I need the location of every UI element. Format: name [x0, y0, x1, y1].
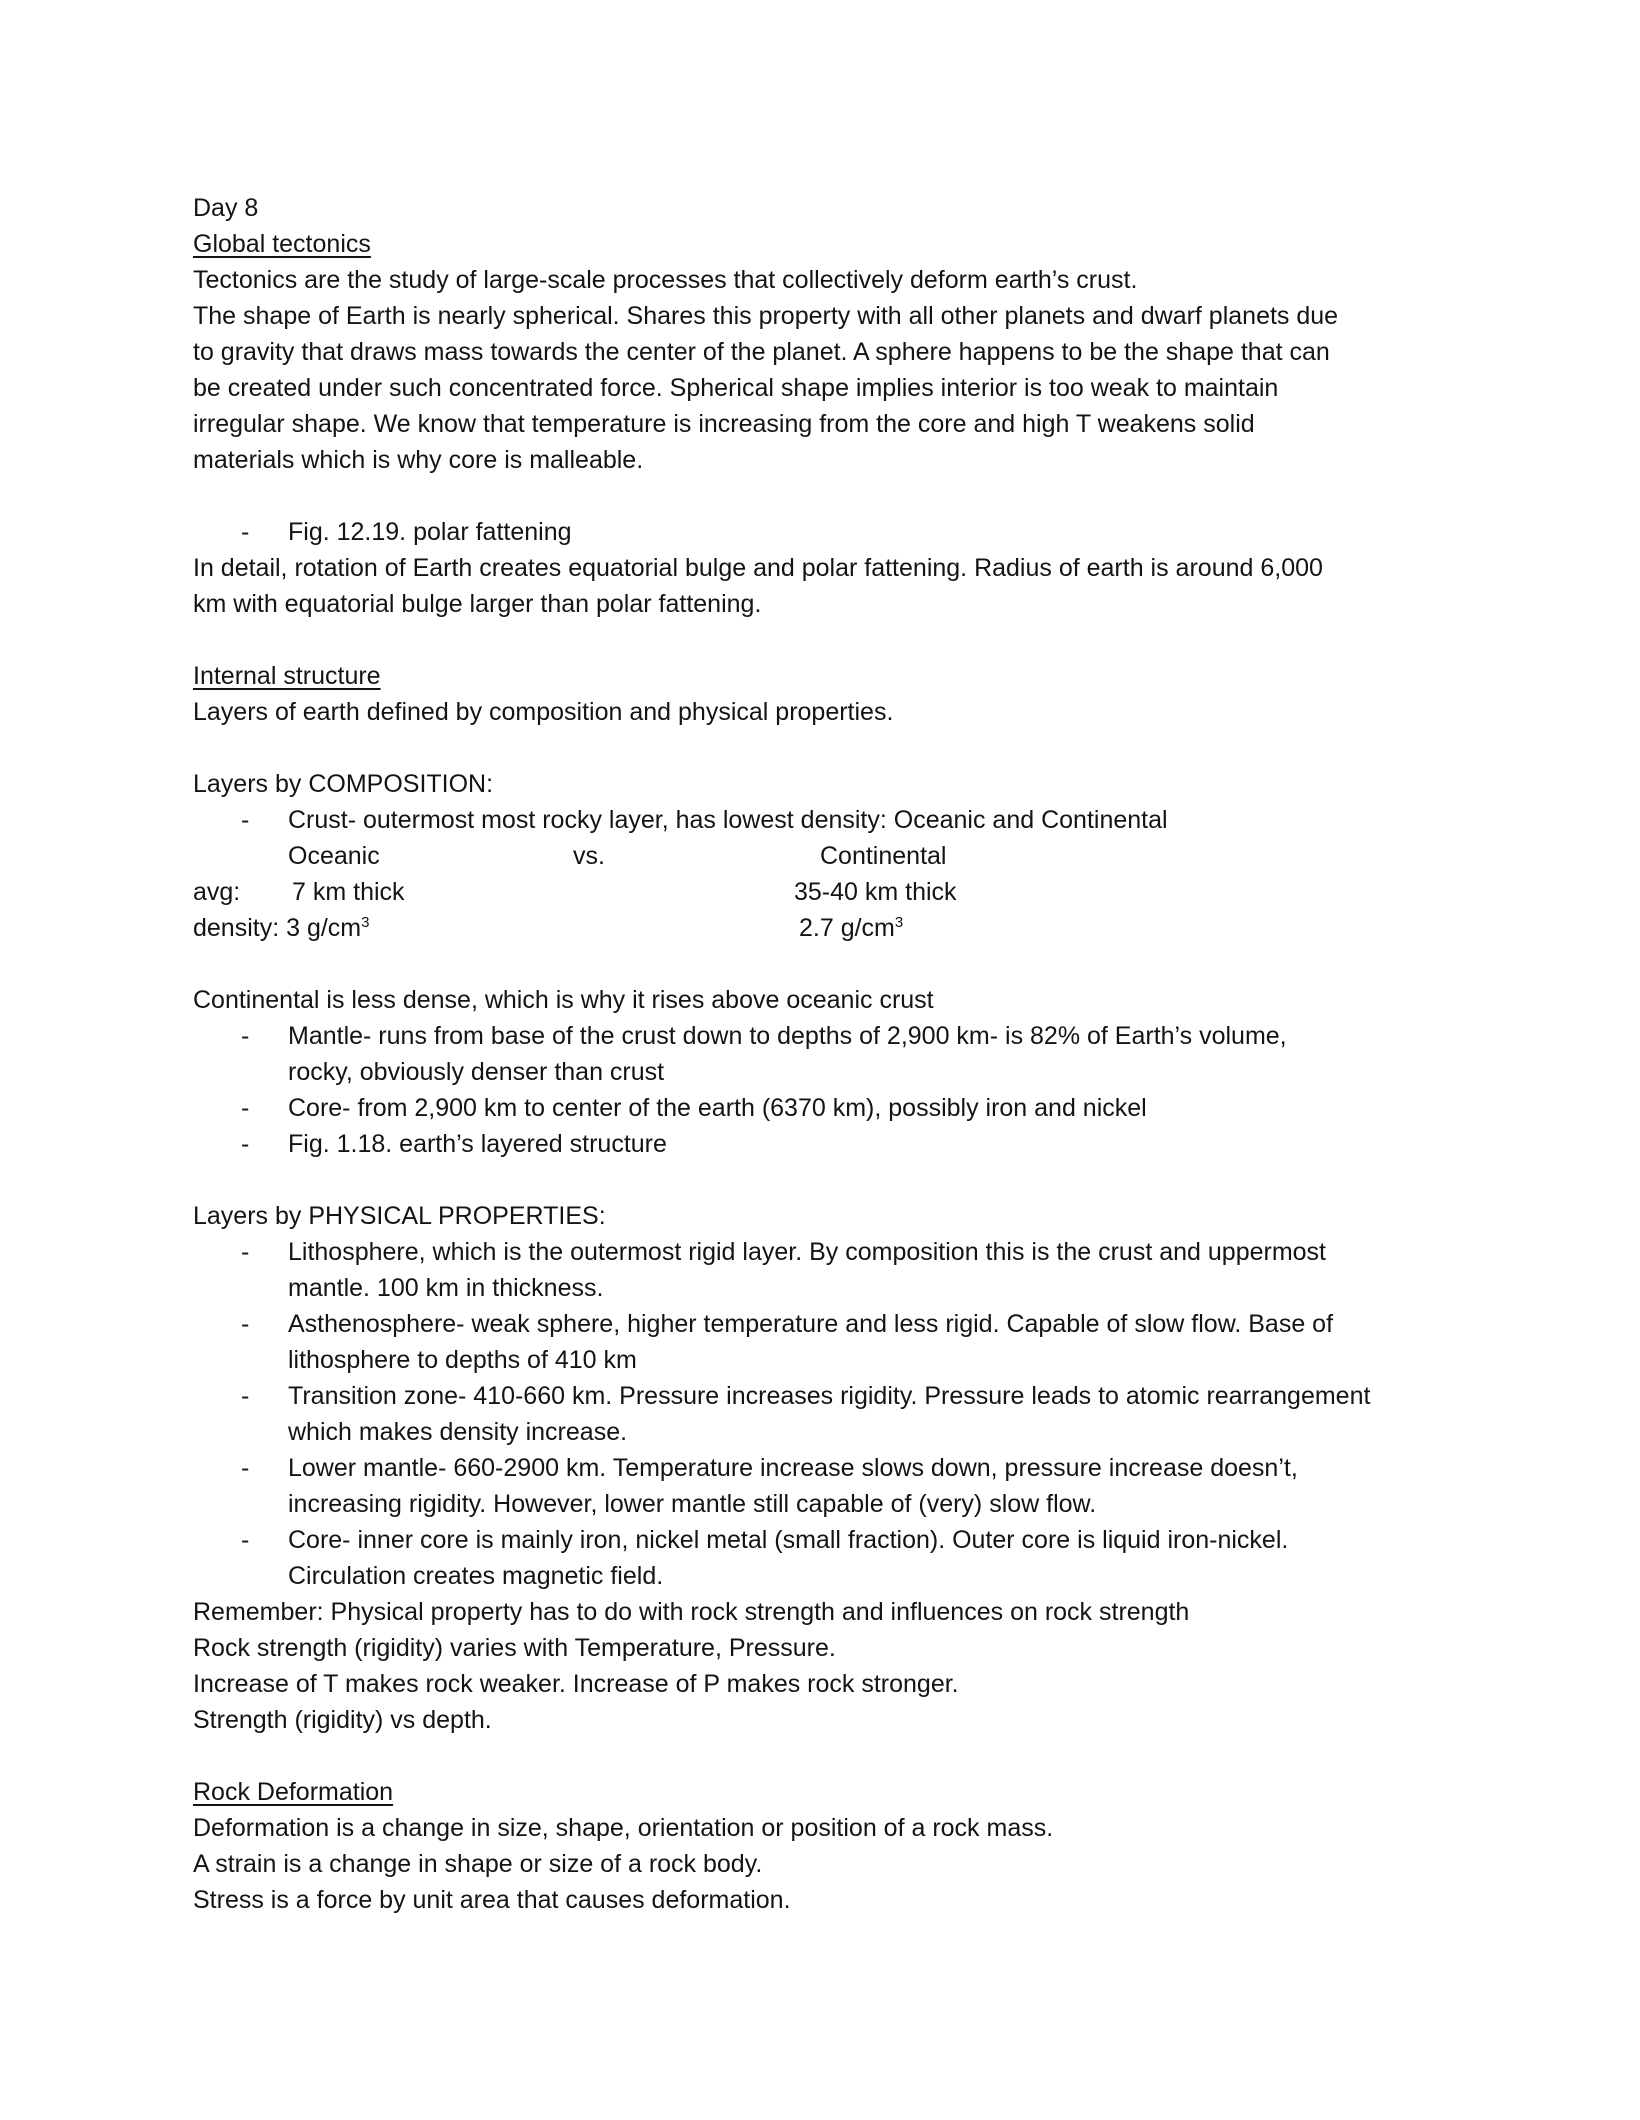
- list-item: [193, 1378, 1453, 1450]
- composition-title: Layers by COMPOSITION:: [193, 770, 494, 798]
- continental-density: 2.7 $g/cm^3$: [799, 914, 904, 942]
- list-item: [193, 1126, 1453, 1162]
- heading-global-tectonics: Global tectonics: [193, 230, 371, 258]
- list-item: [193, 802, 1453, 838]
- paragraph-line: Deformation is a change in size, shape, orientation or position of a rock mass.: [193, 1814, 1054, 1842]
- bullet-dash: -: [241, 1094, 250, 1122]
- paragraph-line: Rock strength (rigidity) varies with Temperature, Pressure.: [193, 1634, 836, 1662]
- paragraph-line: be created under such concentrated force. Spherical shape implies interior is too weak to maintain: [193, 374, 1279, 402]
- list-item: [193, 1090, 1453, 1126]
- paragraph-line: Strength (rigidity) vs depth.: [193, 1706, 492, 1734]
- list-item-text: increasing rigidity. However, lower mantle still capable of (very) slow flow.: [288, 1490, 1097, 1518]
- paragraph-line: Layers of earth defined by composition and physical properties.: [193, 698, 894, 726]
- bullet-dash: -: [241, 1022, 250, 1050]
- bullet-dash: -: [241, 1130, 250, 1158]
- oceanic-thickness: 7 km thick: [292, 878, 405, 906]
- list-item-text: Fig. 1.18. earth’s layered structure: [288, 1130, 667, 1158]
- heading-internal-structure: Internal structure: [193, 662, 381, 690]
- bullet-dash: -: [241, 1310, 250, 1338]
- bullet-dash: -: [241, 1454, 250, 1482]
- crust-table-row: [193, 910, 1453, 946]
- avg-label: avg:: [193, 878, 241, 906]
- list-item: [193, 1234, 1453, 1306]
- crust-table-header: [193, 838, 1453, 874]
- bullet-dash: -: [241, 806, 250, 834]
- paragraph-line: Stress is a force by unit area that causes deformation.: [193, 1886, 791, 1914]
- list-item: [193, 1522, 1453, 1594]
- list-item-text: Crust- outermost most rocky layer, has lowest density: Oceanic and Continental: [288, 806, 1168, 834]
- continental-header: Continental: [820, 842, 947, 870]
- oceanic-header: Oceanic: [288, 842, 380, 870]
- list-item-text: Lithosphere, which is the outermost rigid layer. By composition this is the crust and uppermost: [288, 1238, 1327, 1266]
- list-item-text: Asthenosphere- weak sphere, higher temperature and less rigid. Capable of slow flow. Base of: [288, 1310, 1334, 1338]
- vs-label: vs.: [573, 842, 605, 870]
- list-item-text: Circulation creates magnetic field.: [288, 1562, 664, 1590]
- paragraph-line: km with equatorial bulge larger than polar fattening.: [193, 590, 762, 618]
- bullet-dash: -: [241, 1238, 250, 1266]
- superscript: 3: [361, 914, 370, 931]
- list-item-text: Transition zone- 410-660 km. Pressure increases rigidity. Pressure leads to atomic rearrangement: [288, 1382, 1371, 1410]
- list-item: [193, 1018, 1453, 1090]
- list-item: [193, 1450, 1453, 1522]
- paragraph-line: materials which is why core is malleable.: [193, 446, 644, 474]
- list-item-text: rocky, obviously denser than crust: [288, 1058, 665, 1086]
- list-item-text: mantle. 100 km in thickness.: [288, 1274, 604, 1302]
- physical-properties-title: Layers by PHYSICAL PROPERTIES:: [193, 1202, 606, 1230]
- paragraph-line: Tectonics are the study of large-scale processes that collectively deform earth’s crust.: [193, 266, 1138, 294]
- day-label: Day 8: [193, 194, 259, 222]
- list-item-text: Fig. 12.19. polar fattening: [288, 518, 572, 546]
- list-item-text: which makes density increase.: [288, 1418, 628, 1446]
- paragraph-line: to gravity that draws mass towards the center of the planet. A sphere happens to be the shape that can: [193, 338, 1330, 366]
- bullet-dash: -: [241, 518, 250, 546]
- paragraph-line: A strain is a change in shape or size of a rock body.: [193, 1850, 763, 1878]
- paragraph-line: irregular shape. We know that temperature is increasing from the core and high T weakens solid: [193, 410, 1255, 438]
- paragraph-line: In detail, rotation of Earth creates equatorial bulge and polar fattening. Radius of earth is around 6,000: [193, 554, 1323, 582]
- paragraph-line: Continental is less dense, which is why it rises above oceanic crust: [193, 986, 934, 1014]
- list-item-text: Core- from 2,900 km to center of the earth (6370 km), possibly iron and nickel: [288, 1094, 1147, 1122]
- paragraph-line: Increase of T makes rock weaker. Increase of P makes rock stronger.: [193, 1670, 959, 1698]
- list-item-text: lithosphere to depths of 410 km: [288, 1346, 637, 1374]
- list-item-text: Lower mantle- 660-2900 km. Temperature increase slows down, pressure increase doesn’t,: [288, 1454, 1298, 1482]
- superscript: 3: [894, 914, 904, 931]
- document-body: [193, 190, 1453, 1918]
- crust-table-row: [193, 874, 1453, 910]
- bullet-dash: -: [241, 1382, 250, 1410]
- heading-rock-deformation: Rock Deformation: [193, 1778, 394, 1806]
- list-item: [193, 514, 1453, 550]
- bullet-dash: -: [241, 1526, 250, 1554]
- oceanic-density: density: 3 $g/cm^3$: [193, 914, 370, 942]
- continental-thickness: 35-40 km thick: [794, 878, 957, 906]
- list-item-text: Mantle- runs from base of the crust down to depths of 2,900 km- is 82% of Earth’s volume,: [288, 1022, 1287, 1050]
- paragraph-line: Remember: Physical property has to do with rock strength and influences on rock strength: [193, 1598, 1190, 1626]
- list-item-text: Core- inner core is mainly iron, nickel metal (small fraction). Outer core is liquid iron-nickel.: [288, 1526, 1289, 1554]
- paragraph-line: The shape of Earth is nearly spherical. Shares this property with all other planets and dwarf planets due: [193, 302, 1339, 330]
- list-item: [193, 1306, 1453, 1378]
